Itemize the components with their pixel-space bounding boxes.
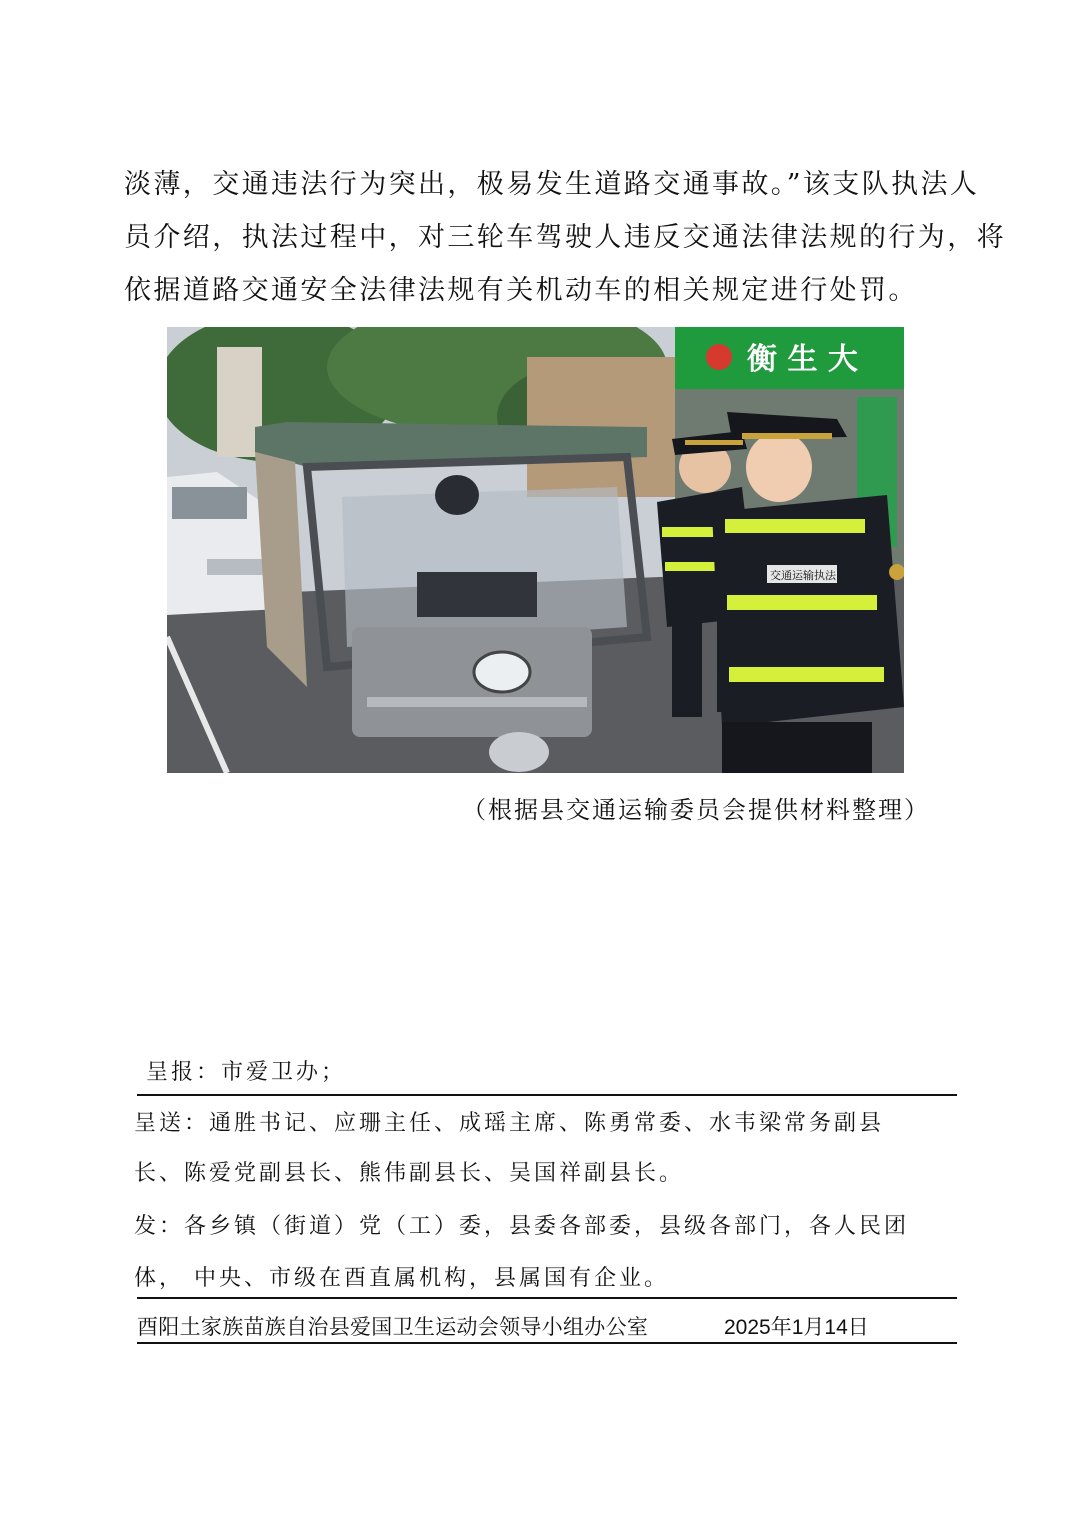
shop-sign-text: 衡 生 大 (747, 342, 858, 377)
body-paragraph (124, 158, 1006, 317)
issue-to-line-2: 体， 中央、市级在酉直属机构，县属国有企业。 (134, 1266, 669, 1291)
vest-badge-text: 交通运输执法 (770, 569, 836, 582)
issuing-organization: 酉阳土家族苗族自治县爱国卫生运动会领导小组办公室 (137, 1315, 649, 1339)
body-line-3: 依据道路交通安全法律法规有关机动车的相关规定进行处罚。 (124, 275, 918, 306)
enforcement-photo (167, 327, 904, 773)
issue-date: 2025年1月14日 (724, 1316, 869, 1339)
divider-top (137, 1094, 957, 1096)
issue-to-line-1: 发：各乡镇（街道）党（工）委，县委各部委，县级各部门，各人民团 (134, 1214, 910, 1239)
send-to-line-1: 呈送：通胜书记、应珊主任、成瑶主席、陈勇常委、水韦梁常务副县 (134, 1111, 885, 1136)
body-line-2: 员介绍，执法过程中，对三轮车驾驶人违反交通法律法规的行为，将 (124, 222, 1006, 253)
report-to-line: 呈报：市爱卫办； (146, 1060, 347, 1085)
divider-bottom (137, 1342, 957, 1344)
pharmacy-logo-icon (706, 344, 732, 370)
divider-middle (137, 1297, 957, 1299)
body-line-1: 淡薄，交通违法行为突出，极易发生道路交通事故。”该支队执法人 (124, 169, 980, 200)
photo-caption: （根据县交通运输委员会提供材料整理） (462, 796, 930, 824)
send-to-line-2: 长、陈爱党副县长、熊伟副县长、吴国祥副县长。 (134, 1161, 685, 1186)
